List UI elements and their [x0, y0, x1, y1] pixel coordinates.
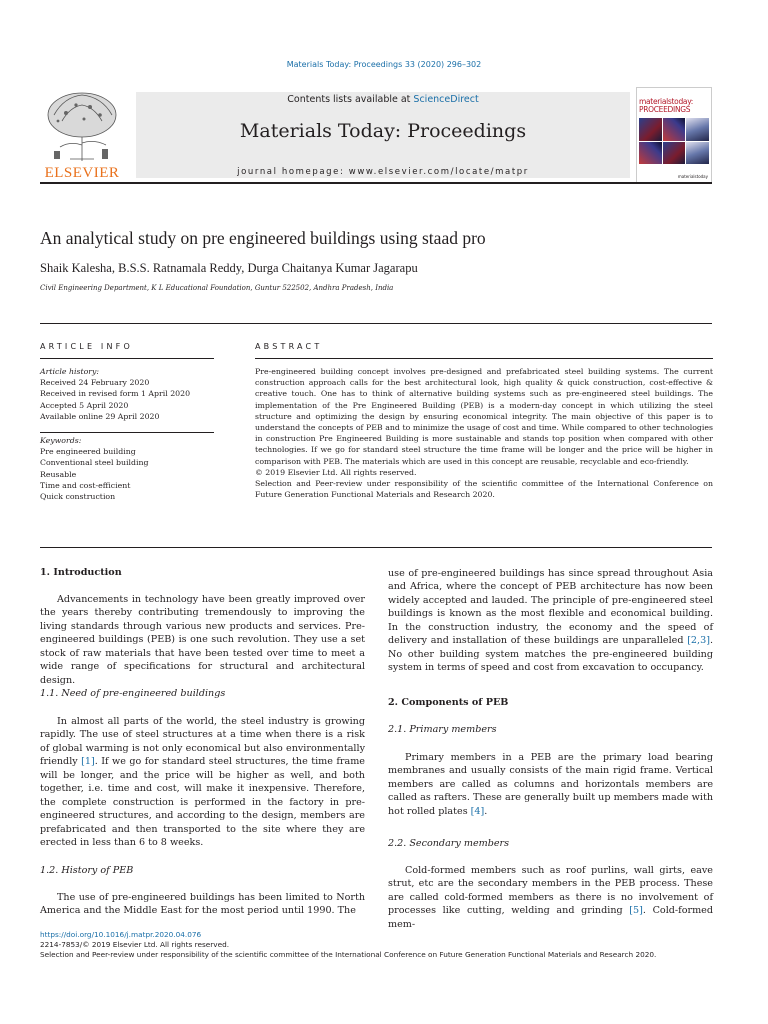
- contents-prefix: Contents lists available at: [287, 94, 414, 105]
- history-online: Available online 29 April 2020: [40, 411, 160, 421]
- homepage-url-link[interactable]: www.elsevier.com/locate/matpr: [348, 167, 529, 177]
- footer-peer-review: Selection and Peer-review under responsibility of the scientific committee of the International Conference on Future Generation Functional Materials and Research 2020.: [40, 950, 657, 959]
- citation-link[interactable]: [5]: [629, 905, 643, 917]
- sciencedirect-link[interactable]: ScienceDirect: [413, 94, 479, 105]
- article-title: An analytical study on pre engineered buildings using staad pro: [40, 228, 486, 248]
- history-paragraph: The use of pre-engineered buildings has been limited to North America and the Middle East for the most period until 1990. The: [40, 892, 365, 917]
- need-paragraph: In almost all parts of the world, the steel industry is growing rapidly. The use of steel structures at a time when there is a risk of global warming is not only economical but also environmentally friendly [1]. If we go for standard steel structures, the time frame will be longer, and the price will be higher as well, and both together, i.e. time and cost, will make it inexpensive. Therefore, the complete construction is performed in the factory in pre-engineered structures, and according to the design, members are prefabricated and then transported to the site where they are erected in less than 6 to 8 weeks.: [40, 716, 365, 849]
- citation-link[interactable]: [4]: [470, 805, 485, 817]
- history-revised: Received in revised form 1 April 2020: [40, 389, 191, 399]
- journal-homepage: [136, 167, 630, 177]
- footer-issn: 2214-7853/© 2019 Elsevier Ltd. All rights reserved.: [40, 940, 230, 949]
- abstract-divider: [40, 547, 712, 548]
- subsection-heading-need: 1.1. Need of pre-engineered buildings: [40, 688, 226, 699]
- cover-title: materialstoday: PROCEEDINGS: [639, 97, 694, 114]
- abstract-copyright: © 2019 Elsevier Ltd. All rights reserved.: [255, 467, 417, 477]
- citation-link[interactable]: [1]: [81, 756, 95, 768]
- page-footer: [40, 930, 730, 960]
- abstract-heading: ABSTRACT: [255, 342, 323, 351]
- subsection-heading-primary: 2.1. Primary members: [388, 724, 497, 735]
- keyword-item: Time and cost-efficient: [40, 480, 131, 490]
- keywords-block: [40, 435, 220, 502]
- journal-cover-thumbnail[interactable]: [636, 87, 712, 183]
- intro-paragraph: Advancements in technology have been greatly improved over the years thereby contributing tremendously to improving the living standards through various new products and services. Pre-engineered buildings (PEB) is one such revolution. They use a set stock of raw materials that have been tested over time to meet a wide range of specifications for structural and architectural design.: [40, 594, 365, 686]
- title-divider: [40, 323, 712, 324]
- keyword-item: Pre engineered building: [40, 447, 136, 457]
- history-accepted: Accepted 5 April 2020: [40, 400, 129, 410]
- history-label: Article history:: [40, 367, 100, 376]
- homepage-prefix: journal homepage:: [237, 167, 349, 177]
- author-affiliation: Civil Engineering Department, K L Educational Foundation, Guntur 522502, Andhra Pradesh, India: [40, 284, 394, 292]
- abstract-text: Pre-engineered building concept involves pre-designed and prefabricated steel building systems. The current construction approach calls for the best architectural look, high quality & quick construction, cost-effective & creative touch. One has to think of alternative building systems such as pre-engineered steel buildings. The implementation of the Pre Engineered Building (PEB) is a modern-day concept in which utilizing the steel structure and optimizing the design by ensuring economical integrity. The main objective of this paper is to understand the concepts of PEB and to minimize the usage of cost and time. While compared to other technologies in construction Pre Engineered Building is more sustainable and stands top position when compared with other technologies. If we go for standard steel structure the time frame will be longer and the price will be higher in comparison with PEB. The materials which are used in this concept are reusable, recyclable and eco-friendly.: [255, 367, 713, 466]
- journal-reference-link[interactable]: Materials Today: Proceedings 33 (2020) 296–302: [286, 60, 482, 69]
- continued-paragraph: use of pre-engineered buildings has since spread throughout Asia and Africa, where the concept of PEB architecture has now been widely accepted and lauded. The principle of pre-engineered steel buildings is known as the most flexible and economical building. In the construction industry, the economy and the speed of delivery and installation of these buildings are unparalleled [2,3]. No other building system matches the pre-engineered building system in terms of speed and cost from excavation to occupancy.: [388, 568, 713, 674]
- abstract-body: [255, 366, 713, 500]
- header-divider: [40, 182, 712, 184]
- subsection-heading-secondary: 2.2. Secondary members: [388, 838, 510, 849]
- elsevier-wordmark: ELSEVIER: [44, 165, 120, 181]
- article-history: [40, 366, 220, 422]
- subsection-heading-history: 1.2. History of PEB: [40, 865, 134, 876]
- cover-image-grid: [639, 118, 709, 164]
- abstract-peer-review: Selection and Peer-review under responsibility of the scientific committee of the International Conference on Future Generation Functional Materials and Research 2020.: [255, 479, 713, 500]
- keywords-rule: [40, 432, 214, 433]
- history-received: Received 24 February 2020: [40, 378, 150, 388]
- doi-link[interactable]: https://doi.org/10.1016/j.matpr.2020.04.076: [40, 930, 202, 939]
- secondary-members-paragraph: Cold-formed members such as roof purlins, wall girts, eave strut, etc are the secondary members in the PEB process. These are called cold-formed members as there is no involvement of processes like cutting, welding and grinding [5]. Cold-formed mem-: [388, 865, 713, 930]
- keywords-label: Keywords:: [40, 436, 82, 445]
- keyword-item: Conventional steel building: [40, 458, 149, 468]
- cover-footer: materialstoday: [677, 174, 708, 179]
- article-authors: Shaik Kalesha, B.S.S. Ratnamala Reddy, Durga Chaitanya Kumar Jagarapu: [40, 261, 418, 275]
- keyword-item: Quick construction: [40, 492, 116, 502]
- keyword-item: Reusable: [40, 469, 77, 479]
- article-info-rule: [40, 358, 214, 359]
- section-heading-introduction: 1. Introduction: [40, 567, 122, 578]
- section-heading-components: 2. Components of PEB: [388, 697, 509, 708]
- journal-title: Materials Today: Proceedings: [239, 120, 527, 142]
- article-info-heading: ARTICLE INFO: [40, 342, 133, 351]
- contents-line: [136, 94, 630, 105]
- abstract-rule: [255, 358, 713, 359]
- citation-link[interactable]: [2,3]: [687, 635, 710, 647]
- primary-members-paragraph: Primary members in a PEB are the primary load bearing membranes and usually consists of the main rigid frame. Vertical members are called as columns and horizontals members are called as rafters. These are generally built up members made with hot rolled plates [4].: [388, 752, 713, 817]
